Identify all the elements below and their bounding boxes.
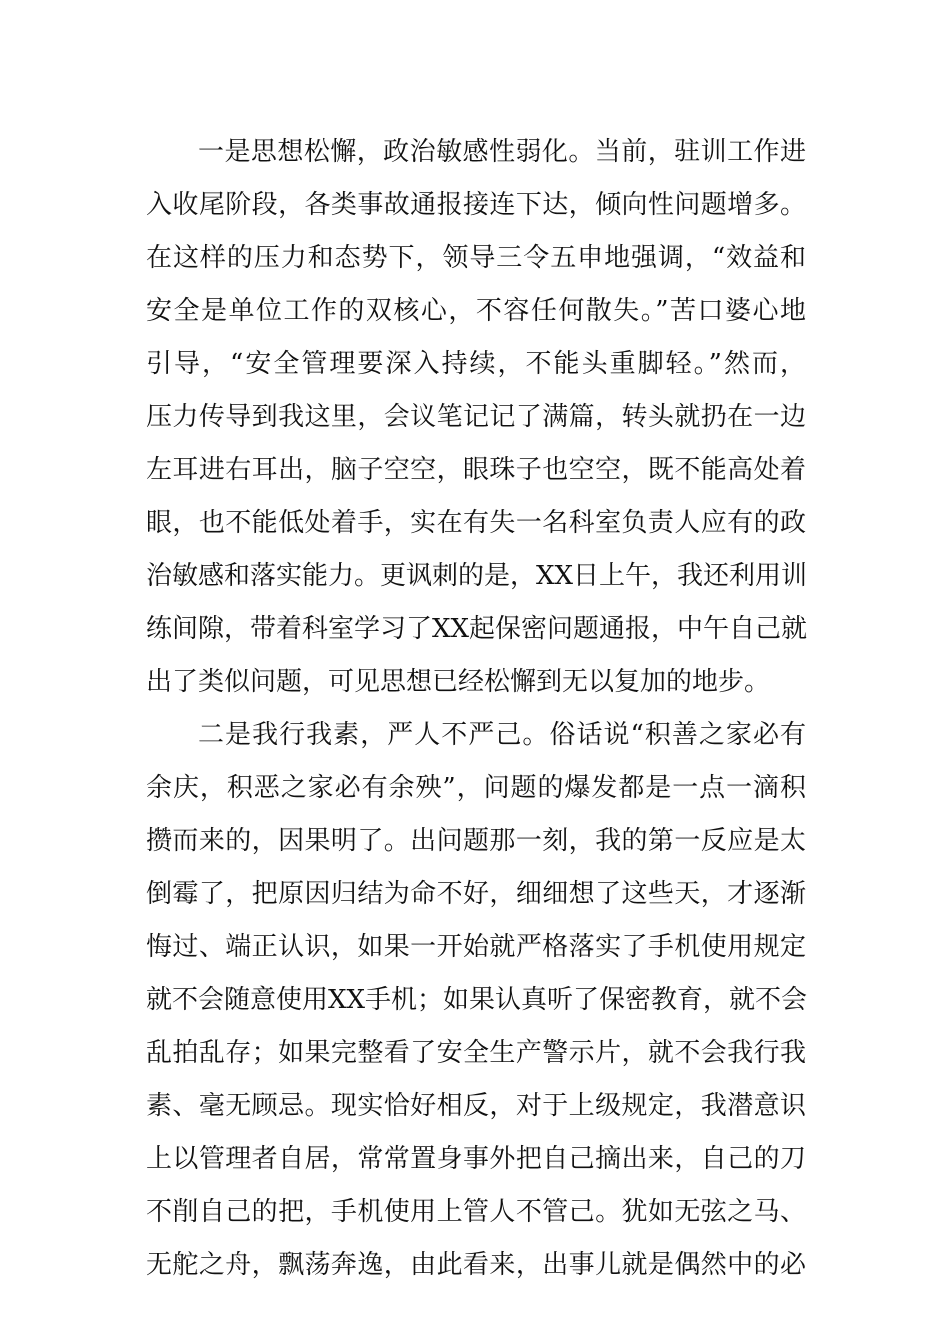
- paragraph-line: 压力传导到我这里，会议笔记记了满篇，转头就扔在一边: [146, 402, 806, 432]
- paragraph-line: 练间隙，带着科室学习了XX起保密问题通报，中午自己就: [146, 614, 808, 644]
- paragraph-line: 不削自己的把，手机使用上管人不管己。犹如无弦之马、: [146, 1197, 806, 1227]
- paragraph-line: 治敏感和落实能力。更讽刺的是，XX日上午，我还利用训: [146, 561, 808, 591]
- paragraph-line: 引导，“安全管理要深入持续，不能头重脚轻。”然而，: [146, 349, 806, 379]
- paragraph-line: 攒而来的，因果明了。出问题那一刻，我的第一反应是太: [146, 826, 806, 856]
- paragraph-line: 倒霉了，把原因归结为命不好，细细想了这些天，才逐渐: [146, 879, 806, 909]
- paragraph-line: 素、毫无顾忌。现实恰好相反，对于上级规定，我潜意识: [146, 1091, 806, 1121]
- paragraph-self-indulgence: [146, 709, 806, 1292]
- paragraph-line: 上以管理者自居，常常置身事外把自己摘出来，自己的刀: [146, 1144, 806, 1174]
- paragraph-line: 一是思想松懈，政治敏感性弱化。当前，驻训工作进: [198, 137, 806, 167]
- paragraph-line: 二是我行我素，严人不严己。俗话说“积善之家必有: [198, 720, 806, 750]
- paragraph-ideological-laxity: [146, 126, 806, 709]
- document-body: [146, 126, 806, 1292]
- paragraph-line: 眼，也不能低处着手，实在有失一名科室负责人应有的政: [146, 508, 806, 538]
- paragraph-line: 乱拍乱存；如果完整看了安全生产警示片，就不会我行我: [146, 1038, 806, 1068]
- paragraph-line: 入收尾阶段，各类事故通报接连下达，倾向性问题增多。: [146, 190, 806, 220]
- paragraph-line: 悔过、端正认识，如果一开始就严格落实了手机使用规定: [146, 932, 806, 962]
- paragraph-line: 安全是单位工作的双核心，不容任何散失。”苦口婆心地: [146, 296, 806, 326]
- paragraph-line: 出了类似问题，可见思想已经松懈到无以复加的地步。: [146, 667, 771, 697]
- paragraph-line: 就不会随意使用XX手机；如果认真听了保密教育，就不会: [146, 985, 808, 1015]
- paragraph-line: 左耳进右耳出，脑子空空，眼珠子也空空，既不能高处着: [146, 455, 806, 485]
- paragraph-line: 无舵之舟，飘荡奔逸，由此看来，出事儿就是偶然中的必: [146, 1250, 806, 1280]
- paragraph-line: 余庆，积恶之家必有余殃”，问题的爆发都是一点一滴积: [146, 773, 806, 803]
- paragraph-line: 在这样的压力和态势下，领导三令五申地强调，“效益和: [146, 243, 806, 273]
